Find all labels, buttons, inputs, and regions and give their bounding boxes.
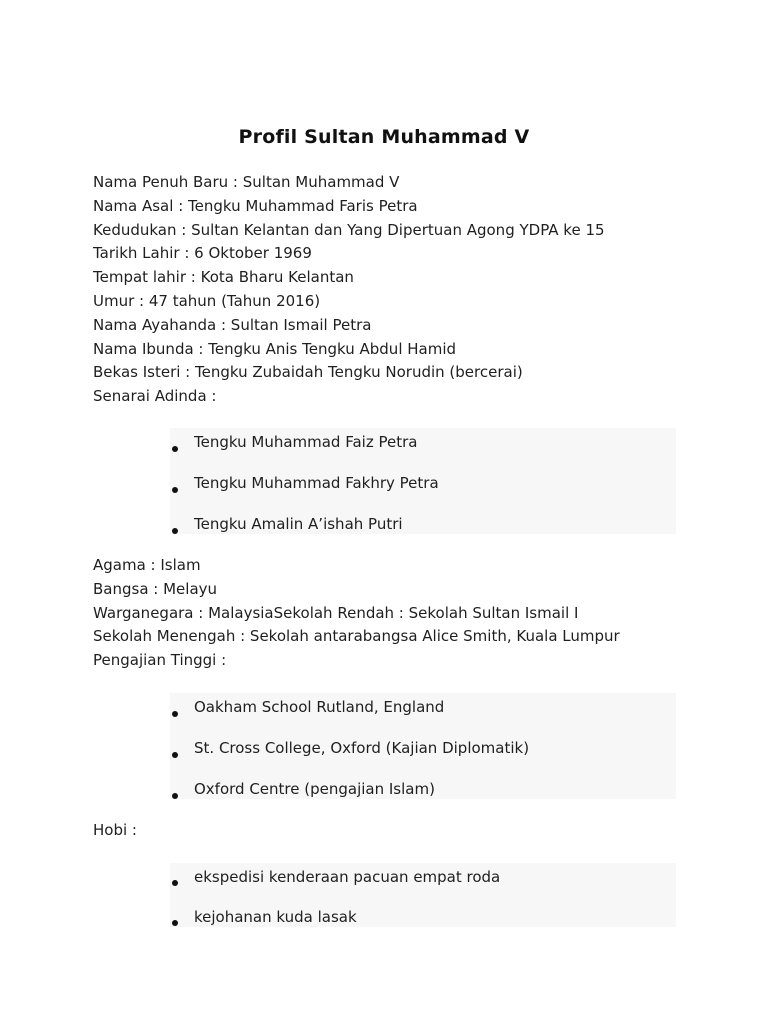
bullet-icon: [172, 920, 178, 926]
list-item-text: St. Cross College, Oxford (Kajian Diplomatik): [194, 739, 530, 757]
list-item: [170, 775, 676, 816]
pengajian-list: [170, 693, 676, 799]
adinda-list: [170, 428, 676, 534]
bullet-icon: [172, 752, 178, 758]
bullet-icon: [172, 711, 178, 717]
list-item-text: Tengku Muhammad Fakhry Petra: [194, 474, 439, 492]
list-item: [170, 510, 676, 551]
detail-line: Pengajian Tinggi :: [93, 651, 227, 670]
bullet-icon: [172, 528, 178, 534]
list-item-text: kejohanan kuda lasak: [194, 908, 357, 926]
detail-line: Hobi :: [93, 821, 137, 839]
list-item: [170, 734, 676, 775]
detail-line: Warganegara : MalaysiaSekolah Rendah : Sekolah Sultan Ismail I: [93, 603, 579, 622]
bullet-icon: [172, 793, 178, 799]
detail-line: Sekolah Menengah : Sekolah antarabangsa Alice Smith, Kuala Lumpur: [93, 627, 620, 646]
list-item: [170, 863, 676, 903]
detail-line: Kedudukan : Sultan Kelantan dan Yang Dipertuan Agong YDPA ke 15: [93, 220, 605, 239]
list-item: [170, 469, 676, 510]
background-details-section: [93, 554, 620, 673]
bullet-icon: [172, 487, 178, 493]
detail-line: Bekas Isteri : Tengku Zubaidah Tengku Norudin (bercerai): [93, 363, 523, 382]
page-title: Profil Sultan Muhammad V: [238, 126, 530, 148]
detail-line: Nama Ayahanda : Sultan Ismail Petra: [93, 315, 372, 334]
detail-line: Umur : 47 tahun (Tahun 2016): [93, 291, 321, 310]
detail-line: Senarai Adinda :: [93, 387, 217, 406]
detail-line: Nama Ibunda : Tengku Anis Tengku Abdul Hamid: [93, 339, 457, 358]
list-item-text: Oakham School Rutland, England: [194, 698, 445, 716]
bullet-icon: [172, 880, 178, 886]
list-item-text: Oxford Centre (pengajian Islam): [194, 780, 435, 798]
list-item: [170, 428, 676, 469]
list-item-text: ekspedisi kenderaan pacuan empat roda: [194, 868, 501, 886]
detail-line: Tarikh Lahir : 6 Oktober 1969: [93, 244, 312, 263]
hobby-section: [93, 819, 137, 843]
detail-line: Tempat lahir : Kota Bharu Kelantan: [93, 268, 354, 287]
list-item: [170, 903, 676, 943]
profile-details-section: [93, 171, 605, 409]
list-item-text: Tengku Muhammad Faiz Petra: [194, 433, 418, 451]
detail-line: Nama Penuh Baru : Sultan Muhammad V: [93, 173, 400, 191]
detail-line: Bangsa : Melayu: [93, 579, 218, 598]
bullet-icon: [172, 446, 178, 452]
detail-line: Nama Asal : Tengku Muhammad Faris Petra: [93, 196, 418, 215]
hobi-list: [170, 863, 676, 927]
list-item: [170, 693, 676, 734]
list-item-text: Tengku Amalin A’ishah Putri: [194, 515, 403, 533]
detail-line: Agama : Islam: [93, 556, 201, 574]
